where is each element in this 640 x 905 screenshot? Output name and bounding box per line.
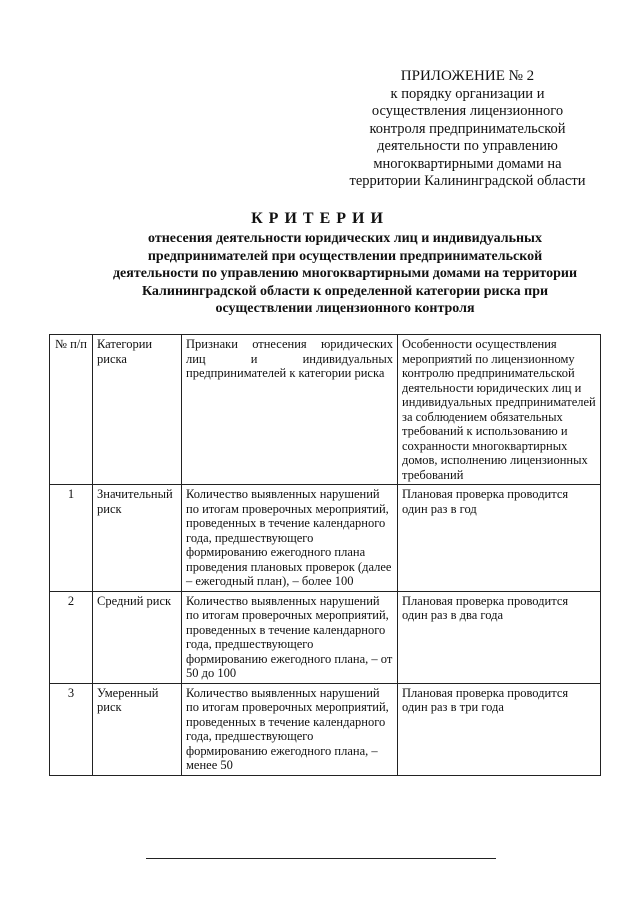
table-row <box>50 591 601 683</box>
subtitle-line: деятельности по управлению многоквартирными домами на территории <box>112 266 578 281</box>
appendix-title: ПРИЛОЖЕНИЕ № 2 <box>400 68 535 84</box>
footer-divider <box>146 858 496 859</box>
document-title: КРИТЕРИИ <box>251 210 389 227</box>
subtitle-line: предпринимателей при осуществлении предпринимательской <box>147 248 543 264</box>
header-criteria: Признаки отнесения юридических лиц и индивидуальных предпринимателей к категории риска <box>182 335 398 485</box>
cell-criteria: Количество выявленных нарушений по итогам проверочных мероприятий, проведенных в течение календарного года, предшествующего формированию ежегодного плана проведения плановых проверок (далее – ежегодный план), – более 100 <box>182 485 398 592</box>
cell-features: Плановая проверка проводится один раз в три года <box>398 683 601 775</box>
cell-features: Плановая проверка проводится один раз в год <box>398 485 601 592</box>
appendix-line: контроля предпринимательской <box>369 120 566 137</box>
appendix-line: многоквартирными домами на <box>373 155 562 172</box>
appendix-block <box>330 68 605 191</box>
cell-number: 2 <box>50 591 93 683</box>
table-row <box>50 683 601 775</box>
header-features: Особенности осуществления мероприятий по лицензионному контролю предпринимательской деятельности юридических лиц и индивидуальных предпринимателей за соблюдением обязательных требований к использованию и сохранности многоквартирных домов, исполнению лицензионных требований <box>398 335 601 485</box>
cell-number: 3 <box>50 683 93 775</box>
cell-number: 1 <box>50 485 93 592</box>
table-row <box>50 485 601 592</box>
cell-category: Значительный риск <box>93 485 182 592</box>
risk-criteria-table <box>49 334 601 776</box>
cell-criteria: Количество выявленных нарушений по итогам проверочных мероприятий, проведенных в течение календарного года, предшествующего формированию ежегодного плана, – менее 50 <box>182 683 398 775</box>
appendix-line: деятельности по управлению <box>377 138 558 154</box>
cell-category: Средний риск <box>93 591 182 683</box>
appendix-line: осуществления лицензионного <box>371 103 564 119</box>
appendix-line: к порядку организации и <box>390 85 545 102</box>
cell-category: Умеренный риск <box>93 683 182 775</box>
table-header-row <box>50 335 601 485</box>
subtitle-line: отнесения деятельности юридических лиц и индивидуальных <box>148 231 542 246</box>
document-subtitle <box>85 230 605 318</box>
appendix-line: территории Калининградской области <box>349 173 586 189</box>
header-category: Категории риска <box>93 335 182 485</box>
subtitle-line: Калининградской области к определенной категории риска при <box>141 283 549 299</box>
cell-features: Плановая проверка проводится один раз в два года <box>398 591 601 683</box>
cell-criteria: Количество выявленных нарушений по итогам проверочных мероприятий, проведенных в течение календарного года, предшествующего формированию ежегодного плана, – от 50 до 100 <box>182 591 398 683</box>
subtitle-line: осуществлении лицензионного контроля <box>215 301 475 316</box>
header-number: № п/п <box>50 335 93 485</box>
